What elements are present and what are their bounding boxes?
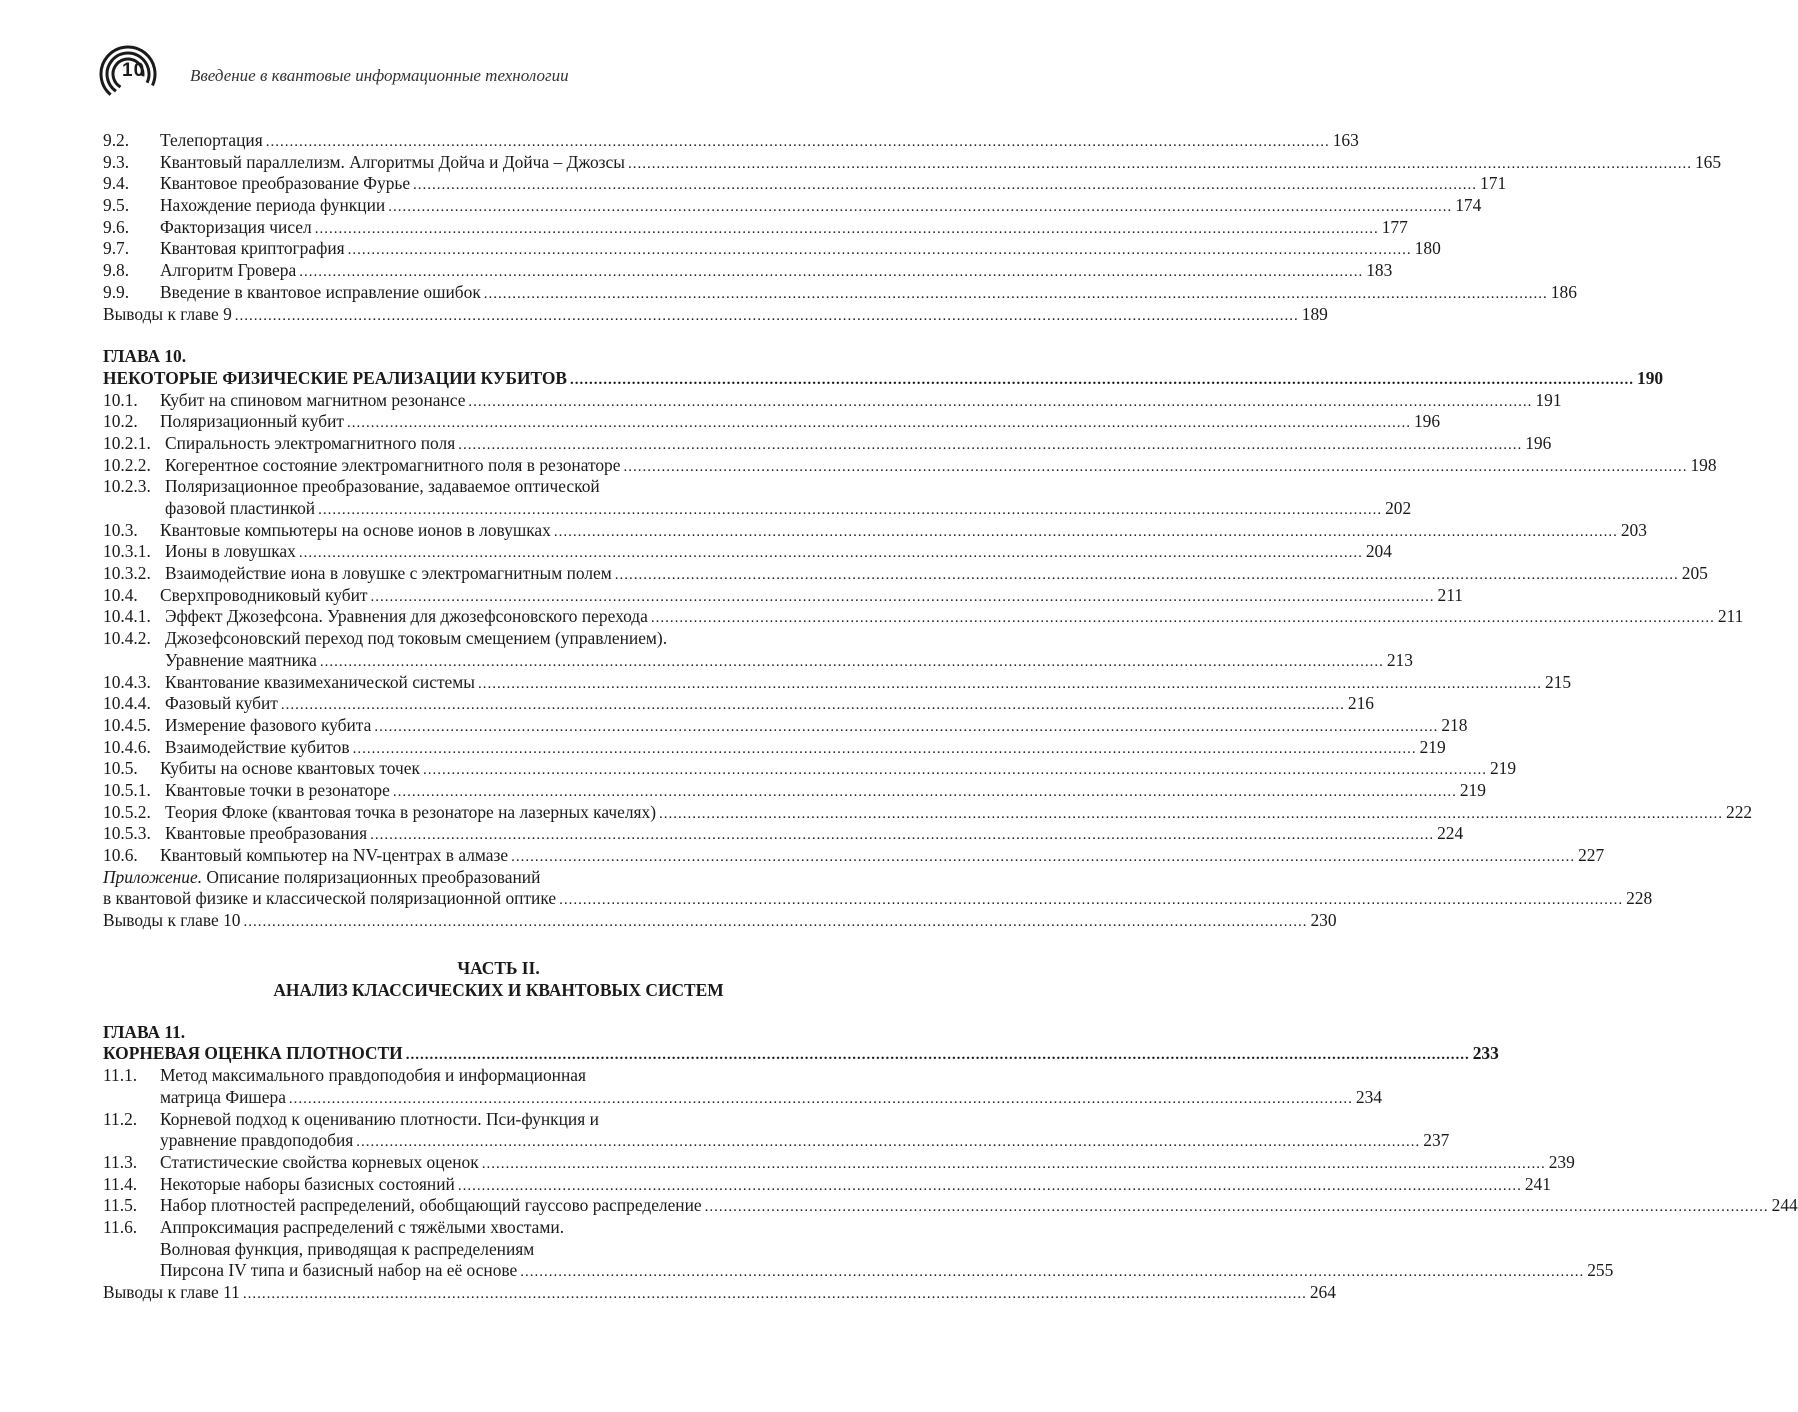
section-number: 9.7. <box>103 238 130 259</box>
section-number: 9.4. <box>103 173 130 194</box>
section-number: 10.4.6. <box>103 736 151 757</box>
leader-dots <box>628 154 1692 176</box>
section-title: Ионы в ловушках <box>165 541 296 562</box>
section-title: Поляризационный кубит <box>160 411 344 432</box>
section-number: 9.6. <box>103 216 130 237</box>
section-number: 10.3.1. <box>103 541 151 562</box>
section-number: 10.1. <box>103 389 138 410</box>
section-title: Выводы к главе 9 <box>103 303 232 324</box>
page-ref: 244 <box>1771 1195 1798 1216</box>
leader-dots <box>299 262 1363 284</box>
leader-dots <box>289 1089 1353 1111</box>
leader-dots <box>705 1197 1769 1219</box>
leader-dots <box>356 1132 1420 1154</box>
leader-dots <box>559 890 1623 912</box>
leader-dots <box>266 132 1330 154</box>
page-ref: 205 <box>1681 563 1708 584</box>
leader-dots <box>468 392 1532 414</box>
section-title: Квантовые преобразования <box>165 823 368 844</box>
toc-row[interactable] <box>103 519 1647 542</box>
toc-row[interactable] <box>103 260 1393 282</box>
page-ref: 203 <box>1620 519 1647 540</box>
toc-row[interactable] <box>103 563 1708 585</box>
page-ref: 196 <box>1525 432 1552 453</box>
toc-row[interactable] <box>103 628 894 650</box>
page-header <box>98 44 898 104</box>
toc-row[interactable] <box>103 606 1744 628</box>
toc-row[interactable] <box>103 173 1507 195</box>
leader-dots <box>281 695 1345 717</box>
toc-row[interactable] <box>103 541 1392 563</box>
chapter-title-row[interactable] <box>103 367 1664 390</box>
section-title: Квантовые точки в резонаторе <box>165 779 390 800</box>
leader-dots <box>651 608 1715 630</box>
section-title: Взаимодействие кубитов <box>165 736 350 757</box>
leader-dots <box>413 175 1477 197</box>
appendix-label: Приложение. <box>103 866 203 887</box>
appendix-title-line2: в квантовой физике и классической поляризационной оптике <box>103 888 557 909</box>
toc-row[interactable] <box>103 151 1722 174</box>
page-ref: 165 <box>1694 151 1722 172</box>
leader-dots <box>388 197 1452 219</box>
toc-row[interactable] <box>103 476 894 498</box>
toc-row[interactable] <box>103 1151 1575 1174</box>
leader-dots <box>458 435 1522 457</box>
page-ref: 228 <box>1626 888 1653 909</box>
page-ref: 171 <box>1480 173 1507 194</box>
page-ref: 227 <box>1578 845 1605 865</box>
leader-dots <box>623 457 1687 479</box>
page-ref: 190 <box>1637 367 1664 388</box>
page-ref: 196 <box>1413 411 1441 432</box>
section-number: 11.2. <box>103 1108 138 1129</box>
toc-row[interactable] <box>103 1282 1336 1304</box>
toc-row[interactable] <box>103 432 1552 455</box>
page-ref: 183 <box>1366 260 1393 281</box>
leader-dots <box>570 370 1634 392</box>
page-ref: 180 <box>1414 238 1441 259</box>
toc-row[interactable] <box>103 1109 894 1131</box>
summary-row[interactable] <box>103 910 1337 932</box>
leader-dots <box>511 847 1575 869</box>
section-title: Статистические свойства корневых оценок <box>160 1151 479 1172</box>
toc-row[interactable] <box>103 1130 1450 1152</box>
toc-row[interactable] <box>103 498 1412 520</box>
section-title: Сверхпроводниковый кубит <box>160 584 368 605</box>
toc-row[interactable] <box>103 693 1374 715</box>
leader-dots <box>318 500 1382 522</box>
page-ref: 219 <box>1419 736 1446 757</box>
page-ref: 211 <box>1437 584 1463 605</box>
section-number: 10.4.3. <box>103 671 151 692</box>
toc-row[interactable] <box>103 671 1572 694</box>
leader-dots <box>520 1262 1584 1284</box>
section-number: 10.4. <box>103 584 138 605</box>
toc-row[interactable] <box>103 130 1359 152</box>
part-label: ЧАСТЬ II. <box>457 957 540 978</box>
toc-row[interactable] <box>103 758 1517 780</box>
section-title: Некоторые наборы базисных состояний <box>160 1173 455 1194</box>
toc-row[interactable] <box>103 1086 1383 1109</box>
toc-row[interactable] <box>103 454 1717 477</box>
page-ref: 211 <box>1717 606 1744 627</box>
section-number: 10.2.1. <box>103 432 151 453</box>
section-title: Нахождение периода функции <box>160 195 386 216</box>
toc-row[interactable] <box>103 649 1413 672</box>
page-ref: 234 <box>1355 1086 1383 1107</box>
toc-row[interactable] <box>103 1173 1551 1196</box>
section-number: 11.6. <box>103 1216 138 1237</box>
leader-dots <box>348 240 1412 262</box>
page-ref: 219 <box>1489 758 1517 779</box>
page-ref: 233 <box>1472 1043 1499 1064</box>
page-ref: 177 <box>1381 216 1408 237</box>
leader-dots <box>353 739 1417 761</box>
toc-row[interactable] <box>103 1260 1614 1282</box>
part-title: АНАЛИЗ КЛАССИЧЕСКИХ И КВАНТОВЫХ СИСТЕМ <box>273 979 724 1000</box>
section-title: Выводы к главе 11 <box>103 1282 240 1302</box>
page-ref: 216 <box>1347 693 1374 714</box>
leader-dots <box>615 565 1679 587</box>
section-number: 11.1. <box>103 1065 138 1086</box>
section-title: Эффект Джозефсона. Уравнения для джозефсоновского перехода <box>165 606 648 627</box>
section-title: Квантовый компьютер на NV-центрах в алмазе <box>160 845 509 865</box>
section-number: 9.5. <box>103 195 130 216</box>
toc-row[interactable] <box>103 389 1562 412</box>
page-ref: 198 <box>1690 454 1717 475</box>
toc-section-chapter11 <box>103 1065 1798 1304</box>
page-ref: 230 <box>1310 910 1337 931</box>
section-title: Спиральность электромагнитного поля <box>165 432 456 453</box>
section-number: 10.3. <box>103 519 138 540</box>
section-number: 11.3. <box>103 1151 138 1172</box>
leader-dots <box>458 1176 1522 1198</box>
leader-dots <box>659 804 1723 826</box>
section-title: Метод максимального правдоподобия и информационная <box>160 1065 586 1086</box>
section-title: матрица Фишера <box>160 1086 286 1107</box>
page-ref: 237 <box>1423 1130 1450 1151</box>
section-title: Поляризационное преобразование, задаваемое оптической <box>165 476 600 497</box>
table-of-contents <box>103 130 1798 1304</box>
page-ref: 241 <box>1524 1173 1551 1194</box>
leader-dots <box>243 1284 1307 1306</box>
section-title: Квантовое преобразование Фурье <box>160 173 411 194</box>
toc-row[interactable] <box>103 779 1486 802</box>
toc-row[interactable] <box>103 714 1468 737</box>
toc-row[interactable] <box>103 845 1605 867</box>
toc-row[interactable] <box>103 216 1408 239</box>
leader-dots <box>423 760 1487 782</box>
section-number: 10.5. <box>103 758 138 779</box>
section-number: 10.4.2. <box>103 628 151 649</box>
chapter-title: КОРНЕВАЯ ОЦЕНКА ПЛОТНОСТИ <box>103 1043 403 1064</box>
section-number: 10.5.1. <box>103 779 151 800</box>
section-title: Аппроксимация распределений с тяжёлыми хвостами. <box>160 1216 565 1237</box>
toc-row[interactable] <box>103 584 1463 607</box>
page-ref: 186 <box>1550 281 1577 302</box>
section-number: 10.6. <box>103 845 138 865</box>
section-number: 10.2.2. <box>103 454 151 475</box>
section-title: Кубит на спиновом магнитном резонансе <box>160 389 466 410</box>
section-number: 10.4.4. <box>103 693 151 714</box>
toc-row[interactable] <box>103 1239 894 1261</box>
page-ref: 264 <box>1309 1282 1336 1302</box>
section-number: 10.2.3. <box>103 476 151 497</box>
leader-dots <box>347 413 1411 435</box>
section-number: 11.5. <box>103 1195 138 1216</box>
page-ref: 174 <box>1455 195 1482 216</box>
section-number: 10.2. <box>103 411 138 432</box>
page-ref: 219 <box>1459 779 1486 800</box>
toc-row[interactable] <box>103 411 1441 433</box>
section-title: Взаимодействие иона в ловушке с электромагнитным полем <box>165 563 612 584</box>
section-title: Волновая функция, приводящая к распределениям <box>160 1238 535 1259</box>
leader-dots <box>374 717 1438 739</box>
leader-dots <box>299 543 1363 565</box>
leader-dots <box>371 587 1435 609</box>
section-title: Квантование квазимеханической системы <box>165 671 475 692</box>
leader-dots <box>482 1154 1546 1176</box>
section-title: Факторизация чисел <box>160 216 312 237</box>
leader-dots <box>320 652 1384 674</box>
section-number: 10.5.2. <box>103 801 151 822</box>
section-title: Телепортация <box>160 130 263 150</box>
page-ref: 204 <box>1365 541 1392 562</box>
section-number: 10.5.3. <box>103 823 151 844</box>
page-ref: 218 <box>1441 714 1468 735</box>
section-title: Измерение фазового кубита <box>165 714 372 735</box>
section-title: Джозефсоновский переход под токовым смещением (управлением). <box>165 628 668 649</box>
section-number: 9.2. <box>103 130 130 150</box>
section-number: 10.4.1. <box>103 606 151 627</box>
page-ref: 215 <box>1544 671 1572 692</box>
page-ref: 224 <box>1437 823 1464 844</box>
toc-section-chapter9 <box>103 130 1722 325</box>
section-number: 10.4.5. <box>103 714 151 735</box>
page-ref: 222 <box>1726 801 1753 822</box>
section-title: Квантовая криптография <box>160 238 345 259</box>
section-title: Введение в квантовое исправление ошибок <box>160 281 481 302</box>
leader-dots <box>406 1045 1470 1067</box>
page-ref: 189 <box>1301 303 1328 324</box>
leader-dots <box>484 284 1548 306</box>
toc-row[interactable] <box>103 1217 894 1239</box>
appendix-title-line1: Описание поляризационных преобразований <box>206 866 541 887</box>
toc-row[interactable] <box>103 281 1577 304</box>
page-ref: 213 <box>1386 649 1413 670</box>
section-title: Пирсона IV типа и базисный набор на её основе <box>160 1260 518 1281</box>
page-ref: 255 <box>1587 1260 1614 1281</box>
section-number: 10.3.2. <box>103 563 151 584</box>
section-title: Кубиты на основе квантовых точек <box>160 758 420 779</box>
section-title: Квантовые компьютеры на основе ионов в ловушках <box>160 519 551 540</box>
leader-dots <box>554 522 1618 544</box>
toc-row[interactable] <box>103 823 1464 845</box>
section-title: Когерентное состояние электромагнитного поля в резонаторе <box>165 454 621 475</box>
section-title: Теория Флоке (квантовая точка в резонаторе на лазерных качелях) <box>165 801 657 822</box>
section-number: 9.9. <box>103 281 130 302</box>
section-number: 11.4. <box>103 1173 138 1194</box>
chapter-title: НЕКОТОРЫЕ ФИЗИЧЕСКИЕ РЕАЛИЗАЦИИ КУБИТОВ <box>103 367 568 388</box>
page-ref: 202 <box>1385 498 1412 518</box>
chapter-label: ГЛАВА 11. <box>103 1021 186 1042</box>
running-title: Введение в квантовые информационные технологии <box>190 66 569 85</box>
leader-dots <box>370 825 1434 847</box>
summary-title: Выводы к главе 10 <box>103 910 241 931</box>
toc-row[interactable] <box>103 801 1753 824</box>
page-ref: 191 <box>1535 389 1562 410</box>
chapter-label: ГЛАВА 10. <box>103 346 187 367</box>
toc-row[interactable] <box>103 1195 1798 1217</box>
leader-dots <box>315 219 1379 241</box>
toc-row[interactable] <box>103 195 1482 217</box>
leader-dots <box>235 306 1299 328</box>
section-title: Набор плотностей распределений, обобщающий гауссово распределение <box>160 1195 702 1216</box>
leader-dots <box>243 912 1307 934</box>
appendix-row[interactable] <box>103 888 1653 910</box>
toc-row[interactable] <box>103 238 1441 260</box>
page-number: 10 <box>122 60 146 81</box>
section-title: Алгоритм Гровера <box>160 260 297 281</box>
leader-dots <box>393 782 1457 804</box>
chapter-title-row[interactable] <box>103 1043 1499 1065</box>
section-title: Уравнение маятника <box>165 649 317 670</box>
section-number: 9.8. <box>103 260 130 281</box>
toc-row[interactable] <box>103 736 1446 759</box>
leader-dots <box>478 674 1542 696</box>
toc-row[interactable] <box>103 1065 894 1087</box>
toc-row[interactable] <box>103 303 1328 326</box>
section-title: уравнение правдоподобия <box>160 1130 354 1151</box>
section-title: фазовой пластинкой <box>165 498 316 518</box>
toc-section-chapter10 <box>103 389 1753 867</box>
section-title: Фазовый кубит <box>165 693 278 714</box>
page-ref: 163 <box>1332 130 1359 150</box>
page-ref: 239 <box>1548 1151 1575 1172</box>
section-title: Квантовый параллелизм. Алгоритмы Дойча и Дойча – Джозсы <box>160 151 625 172</box>
section-title: Корневой подход к оцениванию плотности. Пси-функция и <box>160 1108 599 1129</box>
section-number: 9.3. <box>103 151 130 172</box>
appendix-row-label[interactable] <box>103 867 894 889</box>
